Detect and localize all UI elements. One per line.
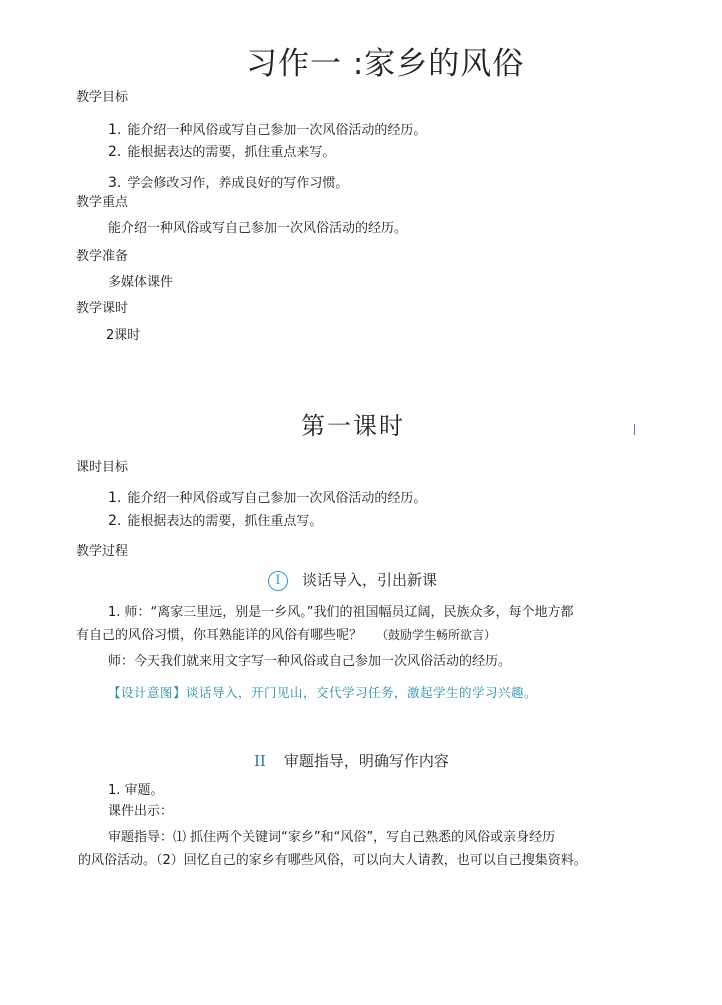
lesson-goal-2 [108,510,322,529]
key-points-heading: 教学重点 [76,195,129,210]
section-1-paragraph-1-line-2 [76,624,496,643]
process-heading: 教学过程 [76,544,129,559]
list-text: 能根据表达的需要，抓住重点来写。 [127,145,336,160]
section-title: 谈话导入，引出新课 [302,571,438,589]
section-1-paragraph-2: 师：今天我们就来用文字写一种风俗或自己参加一次风俗活动的经历。 [108,654,512,669]
teaching-goals-heading: 教学目标 [76,90,129,105]
section-1-heading [268,569,437,591]
section-numeral-badge: I [268,571,288,591]
section-numeral: II [254,752,266,770]
teaching-goal-2 [108,141,335,160]
list-text: 能介绍一种风俗或写自己参加一次风俗活动的经历。 [127,491,427,506]
list-number: 2. [108,144,122,160]
lesson-goal-1 [108,487,426,506]
section-2-heading [254,750,449,771]
paragraph-text: 有自己的风俗习惯，你耳熟能详的风俗有哪些呢？ [76,628,363,643]
design-intent-note: 【设计意图】谈话导入，开门见山，交代学习任务，激起学生的学习兴趣。 [108,685,538,700]
hours-heading: 教学课时 [76,301,129,316]
list-text: 学会修改习作，养成良好的写作习惯。 [127,176,349,191]
guide-line-1: 审题指导：⑴ 抓住两个关键词“家乡”和“风俗”，写自己熟悉的风俗或亲身经历 [108,830,556,845]
teaching-goal-3 [108,172,348,191]
preparation-heading: 教学准备 [76,249,129,264]
guide-line-2: 的风俗活动。（2）回忆自己的家乡有哪些风俗，可以向大人请教，也可以自己搜集资料。 [78,853,587,868]
list-text: 能介绍一种风俗或写自己参加一次风俗活动的经历。 [127,123,427,138]
document-title: 习作一 :家乡的风俗 [246,46,525,82]
lesson-goals-heading: 课时目标 [76,460,129,475]
section-1-paragraph-1-line-1: 1. 师：“离家三里远，别是一乡风。”我们的祖国幅员辽阔，民族众多，每个地方都 [108,605,574,620]
section-2-item-1: 1. 审题。 [108,783,164,798]
teaching-goal-1 [108,119,426,138]
paragraph-note: （鼓励学生畅所欲言） [376,628,497,642]
key-points-text: 能介绍一种风俗或写自己参加一次风俗活动的经历。 [108,221,408,236]
hours-text: 2课时 [106,328,141,343]
list-number: 1. [108,122,122,138]
lesson-title: 第一课时 [301,412,405,440]
section-title: 审题指导，明确写作内容 [283,752,449,770]
list-number: 3. [108,175,122,191]
list-text: 能根据表达的需要，抓住重点写。 [127,514,323,529]
courseware-label: 课件出示： [108,804,174,819]
text-cursor [634,424,635,435]
list-number: 1. [108,490,122,506]
list-number: 2. [108,513,122,529]
preparation-text: 多媒体课件 [108,275,174,290]
